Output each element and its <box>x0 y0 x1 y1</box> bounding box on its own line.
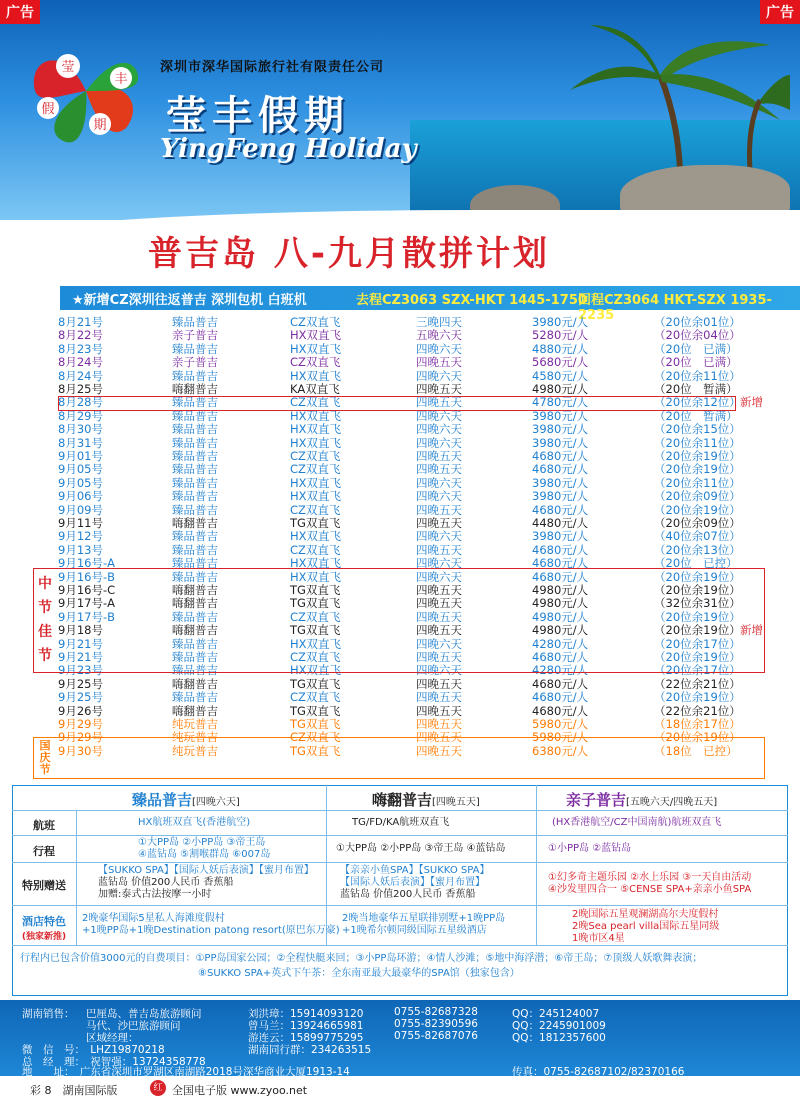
schedule-price: 3980元/人 <box>532 489 589 504</box>
schedule-airline: CZ双直飞 <box>290 462 341 477</box>
schedule-date: 8月21号 <box>58 315 103 329</box>
schedule-days: 四晚五天 <box>416 449 462 463</box>
schedule-date: 9月21号 <box>58 650 103 664</box>
schedule-airline: HX双直飞 <box>290 435 342 450</box>
schedule-product: 臻品普吉 <box>172 422 218 437</box>
schedule-date: 9月06号 <box>58 489 103 504</box>
schedule-date: 9月26号 <box>58 703 103 718</box>
schedule-row <box>58 383 778 396</box>
schedule-days: 四晚六天 <box>416 489 462 504</box>
schedule-airline: HX双直飞 <box>290 569 342 584</box>
schedule-seats: （18位 已控） <box>654 743 738 758</box>
schedule-days: 四晚五天 <box>416 502 462 517</box>
gifts-zhenpin: 【SUKKO SPA】【国际人妖后表演】【蜜月布置】 蓝钻岛 价值200人民币 香蕉船 加赠:泰式古法按摩一小时 <box>98 865 314 900</box>
schedule-price: 4680元/人 <box>532 502 589 517</box>
schedule-product: 臻品普吉 <box>172 475 218 490</box>
schedule-airline: CZ双直飞 <box>290 315 341 329</box>
schedule-days: 四晚五天 <box>416 676 462 691</box>
schedule-product: 臻品普吉 <box>172 315 218 329</box>
schedule-date: 9月18号 <box>58 623 103 638</box>
schedule-row <box>58 705 778 718</box>
schedule-row <box>58 463 778 476</box>
schedule-airline: CZ双直飞 <box>290 730 341 745</box>
company-name: 深圳市深华国际旅行社有限责任公司 <box>160 60 385 75</box>
schedule-seats: （20位余19位） <box>654 583 741 597</box>
schedule-date: 9月25号 <box>58 690 103 705</box>
flight-zhenpin: HX航班双直飞(香港航空) <box>138 817 251 828</box>
palm-tree-image <box>560 20 790 170</box>
schedule-row <box>58 691 778 704</box>
schedule-product: 嗨翻普吉 <box>172 596 218 611</box>
schedule-days: 四晚五天 <box>416 743 462 758</box>
schedule-date: 9月16号-B <box>58 569 115 584</box>
schedule-product: 臻品普吉 <box>172 489 218 504</box>
schedule-airline: CZ双直飞 <box>290 690 341 705</box>
schedule-price: 3980元/人 <box>532 435 589 450</box>
contact-phone: 0755-82390596 <box>394 1018 478 1030</box>
schedule-seats: （20位余19位） <box>654 569 741 584</box>
schedule-note: 新增 <box>740 395 763 410</box>
wechat-id: 微 信 号： LHZ19870218 <box>22 1044 165 1056</box>
schedule-date: 9月17号-B <box>58 609 115 624</box>
schedule-days: 四晚五天 <box>416 703 462 718</box>
schedule-price: 4980元/人 <box>532 583 589 597</box>
mid-autumn-box <box>33 568 765 673</box>
schedule-row <box>58 678 778 691</box>
schedule-product: 臻品普吉 <box>172 690 218 705</box>
schedule-seats: （20位余19位） <box>654 502 741 517</box>
logo-char: 假 <box>41 102 55 117</box>
schedule-product: 嗨翻普吉 <box>172 703 218 718</box>
schedule-date: 9月16号-A <box>58 556 115 571</box>
schedule-airline: HX双直飞 <box>290 341 342 356</box>
schedule-price: 5980元/人 <box>532 730 589 745</box>
schedule-seats: （22位余21位） <box>654 703 741 718</box>
schedule-airline: TG双直飞 <box>290 743 341 758</box>
schedule-airline: TG双直飞 <box>290 596 341 611</box>
schedule-days: 四晚五天 <box>416 609 462 624</box>
sales-label: 湖南销售： <box>22 1008 75 1020</box>
schedule-row <box>58 477 778 490</box>
schedule-days: 四晚六天 <box>416 663 462 678</box>
schedule-date: 8月25号 <box>58 382 103 396</box>
schedule-seats: （20位余11位） <box>654 368 741 383</box>
schedule-airline: TG双直飞 <box>290 676 341 691</box>
schedule-price: 4680元/人 <box>532 462 589 477</box>
address: 地 址： 广东省深圳市罗湖区南湖路2018号深华商业大厦1913-14 <box>22 1066 350 1078</box>
schedule-days: 四晚五天 <box>416 730 462 745</box>
schedule-airline: HX双直飞 <box>290 475 342 490</box>
schedule-days: 四晚五天 <box>416 583 462 597</box>
schedule-price: 3980元/人 <box>532 315 589 329</box>
schedule-row <box>58 356 778 369</box>
schedule-seats: （22位余21位） <box>654 676 741 691</box>
logo-char: 莹 <box>61 60 75 75</box>
schedule-product: 纯玩普吉 <box>172 743 218 758</box>
contact-phone: 0755-82687076 <box>394 1030 478 1042</box>
schedule-seats: （20位余09位） <box>654 489 741 504</box>
contact-name: 游连云：15899775295 <box>248 1032 364 1044</box>
schedule-product: 嗨翻普吉 <box>172 676 218 691</box>
schedule-seats: （20位余19位） <box>654 730 741 745</box>
general-manager: 总 经 理： 祝智强：13724358778 <box>22 1056 206 1068</box>
sales-line: 区域经理： <box>86 1032 139 1044</box>
schedule-seats: （20位余19位） <box>654 449 741 463</box>
schedule-date: 9月01号 <box>58 449 103 463</box>
schedule-product: 嗨翻普吉 <box>172 382 218 396</box>
row-label-hotel: 酒店特色 (独家新推) <box>21 915 67 942</box>
schedule-product: 嗨翻普吉 <box>172 516 218 530</box>
contact-qq: QQ：1812357600 <box>512 1032 606 1044</box>
schedule-price: 4280元/人 <box>532 663 589 678</box>
product-name-zhenpin: 臻品普吉[四晚六天] <box>132 791 240 809</box>
schedule-price: 4980元/人 <box>532 382 589 396</box>
row-label-flight: 航班 <box>33 819 55 832</box>
ad-label-left: 广告 <box>0 0 40 24</box>
schedule-seats: （20位 暂满） <box>654 408 738 423</box>
highlight-box-new <box>58 396 736 411</box>
fax: 传真：0755-82687102/82370166 <box>512 1066 685 1078</box>
schedule-product: 臻品普吉 <box>172 408 218 423</box>
schedule-product: 臻品普吉 <box>172 462 218 477</box>
schedule-price: 5680元/人 <box>532 355 589 370</box>
schedule-days: 四晚六天 <box>416 422 462 437</box>
schedule-date: 8月24号 <box>58 355 103 370</box>
schedule-price: 4980元/人 <box>532 596 589 611</box>
schedule-days: 四晚五天 <box>416 462 462 477</box>
schedule-product: 臻品普吉 <box>172 542 218 557</box>
page-number: 彩 8 湖南国际版 <box>30 1084 118 1097</box>
schedule-airline: CZ双直飞 <box>290 542 341 557</box>
schedule-product: 纯玩普吉 <box>172 717 218 731</box>
schedule-date: 9月30号 <box>58 743 103 758</box>
contact-name: 曾马兰：13924665981 <box>248 1020 364 1032</box>
schedule-product: 臻品普吉 <box>172 569 218 584</box>
schedule-airline: CZ双直飞 <box>290 355 341 370</box>
schedule-price: 4980元/人 <box>532 609 589 624</box>
schedule-row <box>58 504 778 517</box>
contact-phone: 0755-82687328 <box>394 1006 478 1018</box>
schedule-airline: HX双直飞 <box>290 408 342 423</box>
schedule-price: 3980元/人 <box>532 408 589 423</box>
schedule-product: 臻品普吉 <box>172 650 218 664</box>
national-day-label: 国 庆 节 <box>39 739 51 776</box>
schedule-airline: TG双直飞 <box>290 516 341 530</box>
schedule-row <box>58 437 778 450</box>
schedule-price: 4880元/人 <box>532 341 589 356</box>
contact-qq: QQ：245124007 <box>512 1008 600 1020</box>
schedule-seats: （20位余12位） <box>654 395 741 410</box>
gifts-qinzi: ①幻多奇主题乐园 ②水上乐园 ③一天自由活动 ④沙发里四合一 ⑤CENSE SPA+亲亲小鱼SPA <box>548 872 752 895</box>
schedule-seats: （20位 已控） <box>654 556 738 571</box>
schedule-row <box>58 329 778 342</box>
schedule-row <box>58 343 778 356</box>
schedule-days: 五晚六天 <box>416 328 462 343</box>
schedule-seats: （20位余15位） <box>654 422 741 437</box>
schedule-price: 3980元/人 <box>532 422 589 437</box>
itinerary-haifan: ①大PP岛 ②小PP岛 ③帝王岛 ④蓝钻岛 <box>336 843 506 854</box>
schedule-airline: CZ双直飞 <box>290 449 341 463</box>
schedule-product: 臻品普吉 <box>172 663 218 678</box>
schedule-product: 纯玩普吉 <box>172 730 218 745</box>
schedule-price: 3980元/人 <box>532 475 589 490</box>
peer-group: 湖南同行群：234263515 <box>248 1044 372 1056</box>
schedule-row <box>58 370 778 383</box>
schedule-airline: TG双直飞 <box>290 703 341 718</box>
schedule-price: 4280元/人 <box>532 636 589 651</box>
schedule-row <box>58 544 778 557</box>
schedule-date: 9月11号 <box>58 516 103 530</box>
schedule-seats: （20位余01位） <box>654 315 741 329</box>
schedule-product: 嗨翻普吉 <box>172 623 218 638</box>
header-banner <box>0 0 800 220</box>
flight-haifan: TG/FD/KA航班双直飞 <box>352 817 450 828</box>
schedule-date: 8月22号 <box>58 328 103 343</box>
schedule-days: 四晚五天 <box>416 355 462 370</box>
schedule-row <box>58 410 778 423</box>
schedule-date: 9月29号 <box>58 730 103 745</box>
product-name-qinzi: 亲子普吉[五晚六天/四晚五天] <box>566 791 718 809</box>
schedule-days: 四晚六天 <box>416 636 462 651</box>
schedule-days: 四晚六天 <box>416 556 462 571</box>
page-footer <box>0 1078 800 1100</box>
schedule-date: 9月21号 <box>58 636 103 651</box>
schedule-product: 臻品普吉 <box>172 529 218 544</box>
gifts-haifan: 【亲亲小鱼SPA】【SUKKO SPA】 【国际人妖后表演】【蜜月布置】 蓝钻岛 价值200人民币 香蕉船 <box>340 865 490 900</box>
schedule-seats: （20位余19位） <box>654 609 741 624</box>
ad-label-right: 广告 <box>760 0 800 24</box>
contact-qq: QQ：2245901009 <box>512 1020 606 1032</box>
schedule-seats: （20位余19位） <box>654 462 741 477</box>
schedule-airline: TG双直飞 <box>290 583 341 597</box>
schedule-product: 臻品普吉 <box>172 609 218 624</box>
flight-qinzi: (HX香港航空/CZ中国南航)航班双直飞 <box>552 817 722 828</box>
mid-autumn-label: 中 节 佳 节 <box>38 576 52 664</box>
hotel-qinzi: 2晚国际五星观澜湖高尔夫度假村 2晚Sea pearl villa国际五星同级 1晚市区4星 <box>572 909 720 944</box>
schedule-airline: HX双直飞 <box>290 556 342 571</box>
schedule-row <box>58 718 778 731</box>
schedule-days: 四晚五天 <box>416 717 462 731</box>
product-name-haifan: 嗨翻普吉[四晚五天] <box>372 791 480 809</box>
hotel-haifan: 2晚当地豪华五星联排别墅+1晚PP岛 +1晚希尔顿同级国际五星级酒店 <box>342 913 506 936</box>
schedule-seats: （20位余17位） <box>654 636 741 651</box>
itinerary-zhenpin: ①大PP岛 ②小PP岛 ③帝王岛 ④蓝钻岛 ⑤割喉群岛 ⑥007岛 <box>138 837 271 860</box>
schedule-days: 四晚五天 <box>416 382 462 396</box>
schedule-price: 6380元/人 <box>532 743 589 758</box>
schedule-product: 臻品普吉 <box>172 368 218 383</box>
logo-char: 丰 <box>114 72 128 87</box>
schedule-seats: （20位余04位） <box>654 328 741 343</box>
schedule-price: 4980元/人 <box>532 623 589 638</box>
schedule-price: 4680元/人 <box>532 556 589 571</box>
schedule-price: 4680元/人 <box>532 449 589 463</box>
schedule-days: 四晚五天 <box>416 690 462 705</box>
schedule-product: 嗨翻普吉 <box>172 583 218 597</box>
schedule-date: 8月30号 <box>58 422 103 437</box>
schedule-seats: （20位 已满） <box>654 355 738 370</box>
schedule-date: 8月29号 <box>58 408 103 423</box>
site-url[interactable]: 全国电子版 www.zyoo.net <box>172 1084 308 1097</box>
schedule-date: 9月25号 <box>58 676 103 691</box>
red-badge: 红 <box>150 1080 166 1096</box>
schedule-airline: HX双直飞 <box>290 663 342 678</box>
schedule-product: 臻品普吉 <box>172 502 218 517</box>
schedule-row <box>58 530 778 543</box>
schedule-product: 臻品普吉 <box>172 556 218 571</box>
schedule-date: 9月09号 <box>58 502 103 517</box>
schedule-row <box>58 316 778 329</box>
schedule-seats: （20位 已满） <box>654 341 738 356</box>
sales-line: 马代、沙巴旅游顾问 <box>86 1020 181 1032</box>
schedule-price: 4680元/人 <box>532 650 589 664</box>
schedule-seats: （20位余13位） <box>654 542 741 557</box>
schedule-seats: （20位余19位） <box>654 690 741 705</box>
schedule-row <box>58 450 778 463</box>
row-label-itinerary: 行程 <box>33 845 55 858</box>
schedule-days: 四晚五天 <box>416 650 462 664</box>
schedule-days: 四晚六天 <box>416 408 462 423</box>
schedule-airline: HX双直飞 <box>290 422 342 437</box>
itinerary-qinzi: ①小PP岛 ②蓝钻岛 <box>548 843 632 854</box>
schedule-airline: KA双直飞 <box>290 382 340 396</box>
schedule-date: 8月23号 <box>58 341 103 356</box>
schedule-days: 四晚五天 <box>416 395 462 410</box>
schedule-price: 4680元/人 <box>532 703 589 718</box>
schedule-row <box>58 517 778 530</box>
route-new-charter: ★新增CZ深圳往返普吉 深圳包机 白班机 <box>72 293 307 308</box>
schedule-seats: （40位余07位） <box>654 529 741 544</box>
route-return-flight: 回程CZ3064 HKT-SZX 1935-2235 <box>578 293 772 323</box>
schedule-days: 四晚五天 <box>416 516 462 530</box>
schedule-airline: TG双直飞 <box>290 623 341 638</box>
schedule-days: 四晚五天 <box>416 596 462 611</box>
schedule-price: 4780元/人 <box>532 395 589 410</box>
schedule-days: 四晚六天 <box>416 341 462 356</box>
logo-char: 期 <box>93 118 107 133</box>
schedule-date: 9月29号 <box>58 717 103 731</box>
sales-line: 巴厘岛、普吉岛旅游顾问 <box>86 1008 202 1020</box>
brand-name-en: YingFeng Holiday <box>160 134 417 164</box>
schedule-seats: （20位余19位） <box>654 650 741 664</box>
schedule-airline: TG双直飞 <box>290 717 341 731</box>
schedule-airline: HX双直飞 <box>290 636 342 651</box>
schedule-product: 臻品普吉 <box>172 449 218 463</box>
schedule-days: 四晚五天 <box>416 542 462 557</box>
schedule-price: 5280元/人 <box>532 328 589 343</box>
hotel-zhenpin: 2晚豪华国际5星私人海滩度假村 +1晚PP岛+1晚Destination patong resort(原巴东万豪) <box>82 913 340 936</box>
schedule-date: 9月12号 <box>58 529 103 544</box>
schedule-seats: （32位余31位） <box>654 596 741 611</box>
schedule-airline: CZ双直飞 <box>290 395 341 410</box>
schedule-days: 三晚四天 <box>416 315 462 329</box>
schedule-price: 5980元/人 <box>532 717 589 731</box>
row-label-gifts: 特别赠送 <box>22 879 66 892</box>
schedule-days: 四晚六天 <box>416 475 462 490</box>
schedule-date: 9月17号-A <box>58 596 115 611</box>
value-note: 行程内已包含价值3000元的自费项目：①PP岛国家公园；②全程快艇来回；③小PP岛环游；④情人沙滩；⑤地中海浮潜；⑥帝王岛；⑦顶级人妖歌舞表演； ⑧SUKKO SPA+英式下午茶：全东南亚最大最豪华的SPA馆（独家包含） <box>20 953 703 979</box>
footer-contacts <box>0 1000 800 1076</box>
schedule-days: 四晚六天 <box>416 435 462 450</box>
schedule-days: 四晚五天 <box>416 623 462 638</box>
brand-name-cn: 莹丰假期 <box>166 93 350 139</box>
schedule-price: 4680元/人 <box>532 542 589 557</box>
schedule-date: 9月05号 <box>58 462 103 477</box>
schedule-days: 四晚六天 <box>416 569 462 584</box>
schedule-airline: HX双直飞 <box>290 368 342 383</box>
schedule-product: 亲子普吉 <box>172 328 218 343</box>
schedule-price: 4680元/人 <box>532 676 589 691</box>
schedule-price: 4480元/人 <box>532 516 589 530</box>
schedule-seats: （18位余17位） <box>654 717 741 731</box>
schedule-product: 臻品普吉 <box>172 636 218 651</box>
schedule-price: 3980元/人 <box>532 529 589 544</box>
schedule-date: 8月24号 <box>58 368 103 383</box>
schedule-row <box>58 490 778 503</box>
schedule-date: 8月31号 <box>58 435 103 450</box>
schedule-date: 9月16号-C <box>58 583 116 597</box>
schedule-date: 9月05号 <box>58 475 103 490</box>
schedule-date: 9月23号 <box>58 663 103 678</box>
schedule-date: 9月13号 <box>58 542 103 557</box>
schedule-seats: （20位余19位） <box>654 623 741 638</box>
schedule-airline: CZ双直飞 <box>290 650 341 664</box>
schedule-seats: （20位余09位） <box>654 516 741 530</box>
schedule-price: 4680元/人 <box>532 690 589 705</box>
schedule-note: 新增 <box>740 623 763 638</box>
schedule-seats: （20位余17位） <box>654 663 741 678</box>
schedule-product: 亲子普吉 <box>172 355 218 370</box>
schedule-seats: （20位余11位） <box>654 435 741 450</box>
main-title: 普吉岛 八-九月散拼计划 <box>148 234 550 274</box>
schedule-seats: （20位 暂满） <box>654 382 738 396</box>
schedule-product: 臻品普吉 <box>172 435 218 450</box>
schedule-product: 臻品普吉 <box>172 341 218 356</box>
schedule-date: 8月28号 <box>58 395 103 410</box>
route-outbound-flight: 去程CZ3063 SZX-HKT 1445-1750 <box>356 293 587 308</box>
yingfeng-logo <box>26 36 146 146</box>
schedule-row <box>58 423 778 436</box>
schedule-days: 四晚六天 <box>416 529 462 544</box>
schedule-airline: CZ双直飞 <box>290 609 341 624</box>
schedule-airline: HX双直飞 <box>290 489 342 504</box>
contact-name: 刘洪璋：15914093120 <box>248 1008 364 1020</box>
schedule-price: 4580元/人 <box>532 368 589 383</box>
schedule-seats: （20位余11位） <box>654 475 741 490</box>
schedule-airline: HX双直飞 <box>290 529 342 544</box>
national-day-box <box>33 737 765 779</box>
schedule-days: 四晚六天 <box>416 368 462 383</box>
schedule-airline: HX双直飞 <box>290 328 342 343</box>
schedule-price: 4680元/人 <box>532 569 589 584</box>
schedule-product: 臻品普吉 <box>172 395 218 410</box>
schedule-airline: CZ双直飞 <box>290 502 341 517</box>
